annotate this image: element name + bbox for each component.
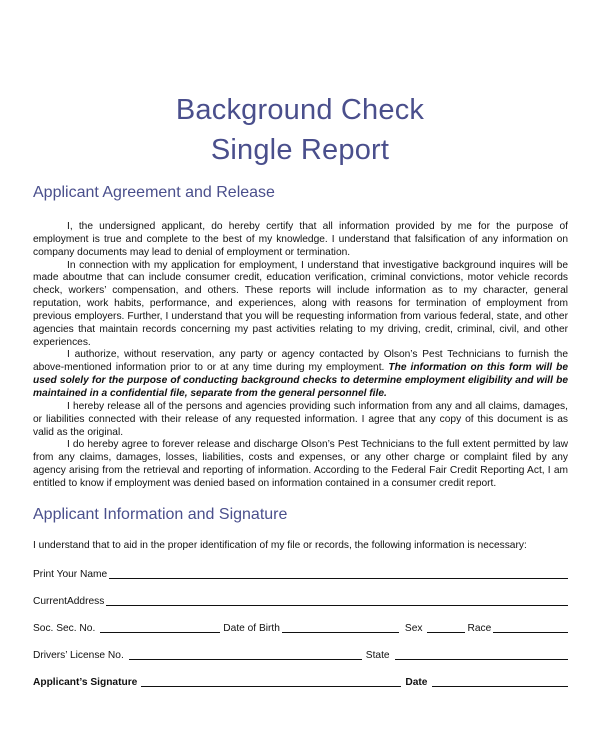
agreement-body xyxy=(33,221,568,491)
sex-label: Sex xyxy=(404,623,423,634)
agreement-paragraph-3 xyxy=(33,349,568,400)
confidentiality-notice: The information on this form will be used solely for the purpose of conducting background checks to determine employment eligibility and will be maintained in a confidential file, separate from the general personnel file. xyxy=(33,362,568,399)
sex-field[interactable] xyxy=(427,621,465,633)
agreement-paragraph-1: I, the undersigned applicant, do hereby certify that all information provided by me for the purpose of employment is true and complete to the best of my knowledge. I understand that falsification of any information on company documents may lead to denial of employment or termination. xyxy=(33,221,568,258)
ssn-row xyxy=(33,619,568,635)
document-title-line2: Single Report xyxy=(210,134,390,166)
date-field[interactable] xyxy=(432,675,568,687)
state-label: State xyxy=(365,650,390,661)
current-address-row xyxy=(33,592,568,608)
print-name-label: Print Your Name xyxy=(33,569,108,580)
dob-field[interactable] xyxy=(282,621,399,633)
agreement-heading: Applicant Agreement and Release xyxy=(33,184,275,201)
race-field[interactable] xyxy=(493,621,568,633)
ssn-field[interactable] xyxy=(100,621,220,633)
print-name-row xyxy=(33,565,568,581)
dob-label: Date of Birth xyxy=(223,623,280,634)
current-address-field[interactable] xyxy=(106,594,568,606)
date-label: Date xyxy=(405,677,428,688)
state-field[interactable] xyxy=(395,648,568,660)
ssn-label: Soc. Sec. No. xyxy=(33,623,96,634)
license-label: Drivers’ License No. xyxy=(33,650,124,661)
authorization-text: I authorize, without reservation, any party or agency contacted by Olson’s Pest Technicians to furnish the above-mentioned information prior to or at any time during my employment. xyxy=(33,349,568,374)
agreement-paragraph-2: In connection with my application for employment, I understand that investigative background inquires will be made aboutme that can include consumer credit, education verification, criminal convictions, motor vehicle records check, workers’ compensation, and others. These reports will include information as to my character, general reputation, work habits, performance, and experiences, along with reasons for termination of employment from previous employers. Further, I understand that you will be requesting information from various federal, state, and other agencies that maintain records concerning my past activities relating to my driving, credit, criminal, civil, and other experiences. xyxy=(33,259,568,348)
signature-row xyxy=(33,673,568,689)
signature-label: Applicant’s Signature xyxy=(33,677,138,688)
license-row xyxy=(33,646,568,662)
signature-field[interactable] xyxy=(141,675,401,687)
info-heading: Applicant Information and Signature xyxy=(33,506,288,523)
document-title-line1: Background Check xyxy=(175,94,425,126)
current-address-label: CurrentAddress xyxy=(33,596,105,607)
license-field[interactable] xyxy=(129,648,362,660)
print-name-field[interactable] xyxy=(109,567,568,579)
info-intro: I understand that to aid in the proper identification of my file or records, the following information is necessary: xyxy=(33,540,527,551)
agreement-paragraph-4: I hereby release all of the persons and agencies providing such information from any and all claims, damages, or liabilities connected with their release of any requested information. I agree that any copy of this document is as valid as the original. xyxy=(33,400,568,438)
race-label: Race xyxy=(467,623,492,634)
agreement-paragraph-5: I do hereby agree to forever release and discharge Olson’s Pest Technicians to the full extent permitted by law from any claims, damages, losses, liabilities, costs and expenses, or any other charge or complaint filed by any agency arising from the retrieval and reporting of information. According to the Federal Fair Credit Reporting Act, I am entitled to know if employment was denied based on information contained in a consumer credit report. xyxy=(33,439,568,489)
